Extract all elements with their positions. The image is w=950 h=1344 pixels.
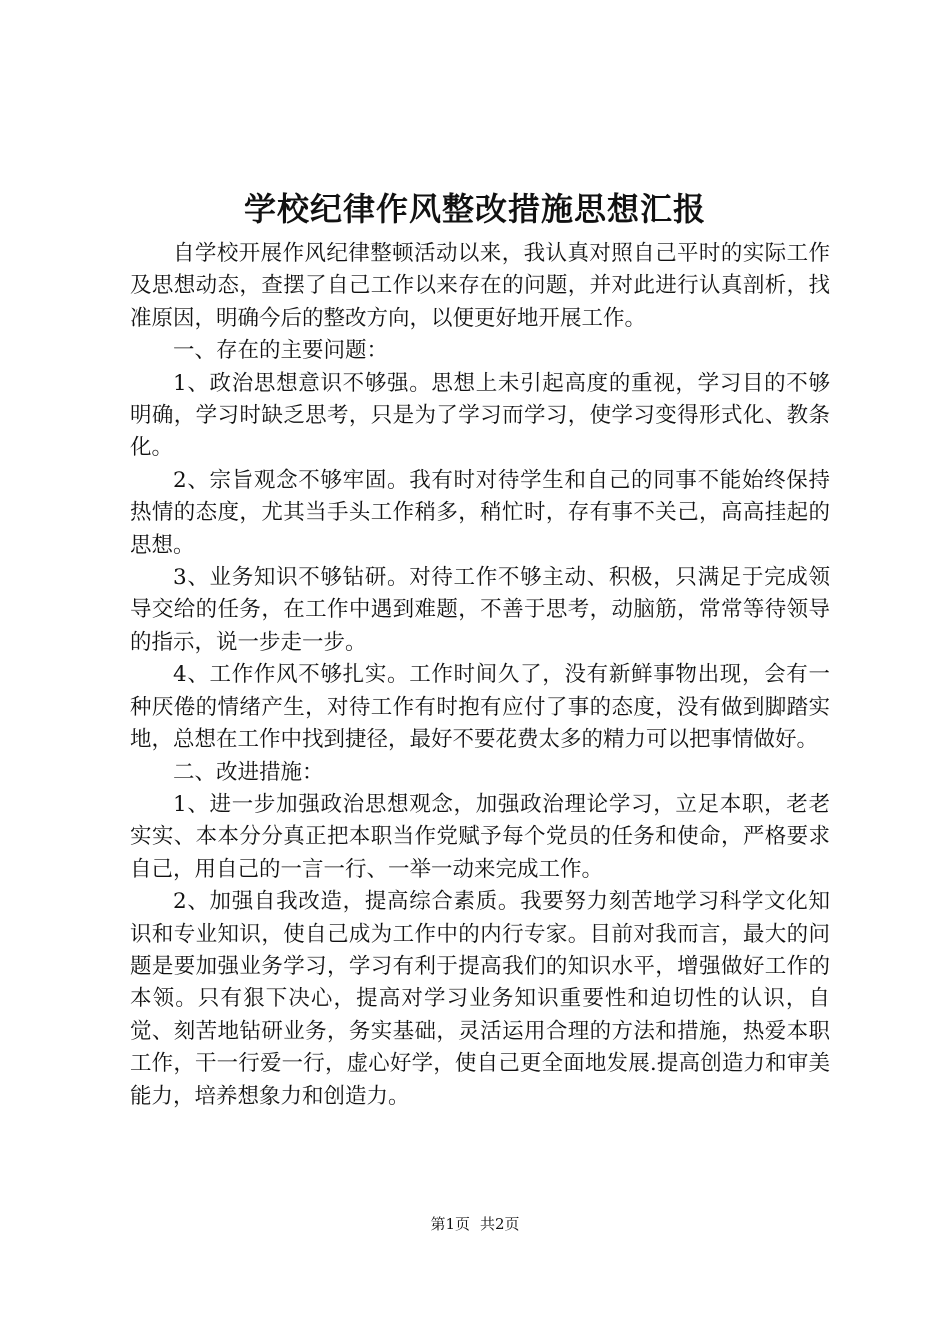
section-heading-measures: 二、改进措施： [173,759,324,785]
page-footer [0,1213,950,1235]
paragraph-intro: 自学校开展作风纪律整顿活动以来，我认真对照自己平时的实际工作及思想动态，查摆了自己工作以来存在的问题，并对此进行认真剖析，找准原因，明确今后的整改方向，以便更好地开展工作。 [130,241,830,331]
document-title: 学校纪律作风整改措施思想汇报 [243,190,706,228]
section-heading-problems: 一、存在的主要问题： [173,338,389,364]
paragraph-measure-2: 2、加强自我改造，提高综合素质。我要努力刻苦地学习科学文化知识和专业知识，使自己成为工作中的内行专家。目前对我而言，最大的问题是要加强业务学习，学习有利于提高我们的知识水平，增强做好工作的本领。只有狠下决心，提高对学习业务知识重要性和迫切性的认识，自觉、刻苦地钻研业务，务实基础，灵活运用合理的方法和措施，热爱本职工作，干一行爱一行，虚心好学，使自己更全面地发展.提高创造力和审美能力，培养想象力和创造力。 [130,889,830,1109]
paragraph-measure-1: 1、进一步加强政治思想观念，加强政治理论学习，立足本职，老老实实、本本分分真正把本职当作党赋予每个党员的任务和使命，严格要求自己，用自己的一言一行、一举一动来完成工作。 [130,791,830,882]
paragraph-problem-1: 1、政治思想意识不够强。思想上未引起高度的重视，学习目的不够明确，学习时缺乏思考，只是为了学习而学习，使学习变得形式化、教条化。 [130,370,830,461]
document-body [130,238,830,1113]
paragraph-problem-3: 3、业务知识不够钻研。对待工作不够主动、积极，只满足于完成领导交给的任务，在工作中遇到难题，不善于思考，动脑筋，常常等待领导的指示，说一步走一步。 [130,565,830,655]
paragraph-problem-4: 4、工作作风不够扎实。工作时间久了，没有新鲜事物出现，会有一种厌倦的情绪产生，对待工作有时抱有应付了事的态度，没有做到脚踏实地，总想在工作中找到捷径，最好不要花费太多的精力可以把事情做好。 [130,662,830,753]
page-number-current: 第1页 [430,1215,470,1233]
paragraph-problem-2: 2、宗旨观念不够牢固。我有时对待学生和自己的同事不能始终保持热情的态度，尤其当手头工作稍多，稍忙时，存有事不关己，高高挂起的思想。 [130,467,830,558]
page-number-total: 共2页 [480,1215,520,1233]
